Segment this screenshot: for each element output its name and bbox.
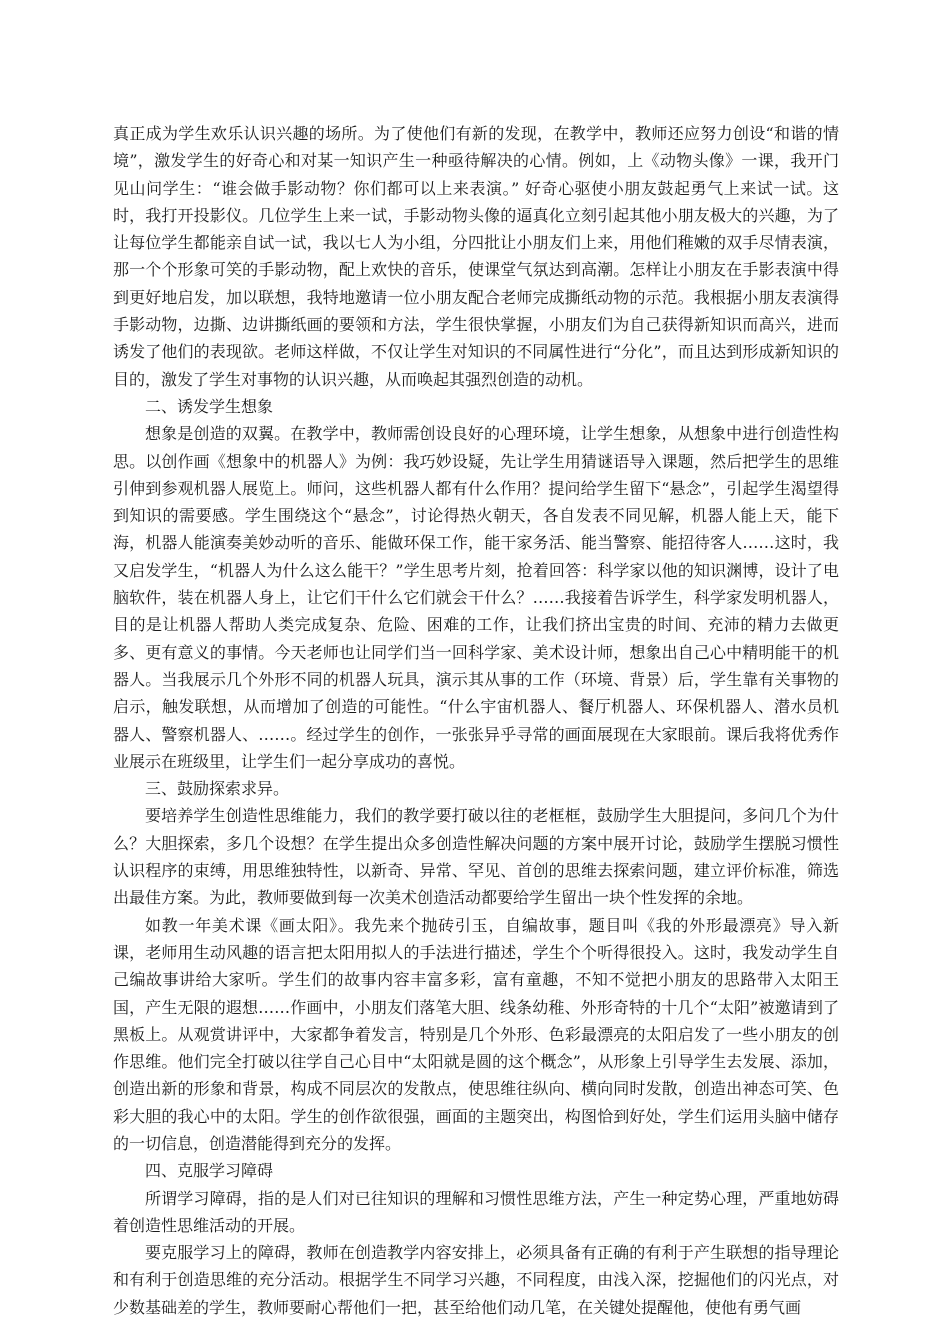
paragraph-sun-lesson: 如教一年美术课《画太阳》。我先来个抛砖引玉，自编故事，题目叫《我的外形最漂亮》导入新课，老师用生动风趣的语言把太阳用拟人的手法进行描述，学生个个听得很投入。这时，我发动学生自己编故事讲给大家听。学生们的故事内容丰富多彩，富有童趣，不知不觉把小朋友的思路带入太阳王国，产生无限的遐想……作画中，小朋友们落笔大胆、线条幼稚、外形奇特的十几个“太阳”被邀请到了黑板上。从观赏讲评中，大家都争着发言，特别是几个外形、色彩最漂亮的太阳启发了一些小朋友的创作思维。他们完全打破以往学自己心目中“太阳就是圆的这个概念”，从形象上引导学生去发展、添加，创造出新的形象和背景，构成不同层次的发散点，使思维往纵向、横向同时发散，创造出神态可笑、色彩大胆的我心中的太阳。学生的创作欲很强，画面的主题突出，构图恰到好处，学生们运用头脑中储存的一切信息，创造潜能得到充分的发挥。	[113, 915, 839, 1153]
paragraph-overcoming-obstacles: 要克服学习上的障碍，教师在创造教学内容安排上，必须具备有正确的有利于产生联想的指导理论和有利于创造思维的充分活动。根据学生不同学习兴趣，不同程度，由浅入深，挖掘他们的闪光点，对少数基础差的学生，教师要耐心帮他们一把，甚至给他们动几笔，在关键处提醒他，使他有勇气画	[113, 1243, 839, 1317]
paragraph-obstacles-definition: 所谓学习障碍，指的是人们对已往知识的理解和习惯性思维方法，产生一种定势心理，严重地妨碍着创造性思维活动的开展。	[113, 1188, 839, 1235]
section-heading-exploration: 三、鼓励探索求异。	[145, 779, 290, 799]
section-heading-imagination: 二、诱发学生想象	[145, 396, 274, 416]
paragraph-exploration: 要培养学生创造性思维能力，我们的教学要打破以往的老框框，鼓励学生大胆提问，多问几个为什么？大胆探索，多几个设想？在学生提出众多创造性解决问题的方案中展开讨论，鼓励学生摆脱习惯性认识程序的束缚，用思维独特性，以新奇、异常、罕见、首创的思维去探索问题，建立评价标准，筛选出最佳方案。为此，教师要做到每一次美术创造活动都要给学生留出一块个性发挥的余地。	[113, 806, 839, 908]
paragraph-imagination: 想象是创造的双翼。在教学中，教师需创设良好的心理环境，让学生想象，从想象中进行创造性构思。以创作画《想象中的机器人》为例：我巧妙设疑，先让学生用猜谜语导入课题，然后把学生的思维引伸到参观机器人展览上。师问，这些机器人都有什么作用？提问给学生留下“悬念”，引起学生渴望得到知识的需要感。学生围绕这个“悬念”，讨论得热火朝天，各自发表不同见解，机器人能上天，能下海，机器人能演奏美妙动听的音乐、能做环保工作，能干家务活、能当警察、能招待客人……这时，我又启发学生，“机器人为什么这么能干？”学生思考片刻，抢着回答：科学家以他的知识渊博，设计了电脑软件，装在机器人身上，让它们干什么它们就会干什么？……我接着告诉学生，科学家发明机器人，目的是让机器人帮助人类完成复杂、危险、困难的工作，让我们挤出宝贵的时间、充沛的精力去做更多、更有意义的事情。今天老师也让同学们当一回科学家、美术设计师，想象出自己心中精明能干的机器人。当我展示几个外形不同的机器人玩具，演示其从事的工作（环境、背景）后，学生靠有关事物的启示，触发联想，从而增加了创造的可能性。“什么宇宙机器人、餐厅机器人、环保机器人、潜水员机器人、警察机器人、……。经过学生的创作，一张张异乎寻常的画面展现在大家眼前。课后我将优秀作业展示在班级里，让学生们一起分享成功的喜悦。	[113, 424, 839, 771]
section-heading-obstacles: 四、克服学习障碍	[145, 1161, 274, 1181]
paragraph-intro-continued: 真正成为学生欢乐认识兴趣的场所。为了使他们有新的发现，在教学中，教师还应努力创设“和谐的情境”，激发学生的好奇心和对某一知识产生一种亟待解决的心情。例如，上《动物头像》一课，我开门见山问学生：“谁会做手影动物？你们都可以上来表演。” 好奇心驱使小朋友鼓起勇气上来试一试。这时，我打开投影仪。几位学生上来一试，手影动物头像的逼真化立刻引起其他小朋友极大的兴趣，为了让每位学生都能亲自试一试，我以七人为小组，分四批让小朋友们上来，用他们稚嫩的双手尽情表演，那一个个形象可笑的手影动物，配上欢快的音乐，使课堂气氛达到高潮。怎样让小朋友在手影表演中得到更好地启发，加以联想，我特地邀请一位小朋友配合老师完成撕纸动物的示范。我根据小朋友表演得手影动物，边撕、边讲撕纸画的要领和方法，学生很快掌握，小朋友们为自己获得新知识而高兴，进而诱发了他们的表现欲。老师这样做，不仅让学生对知识的不同属性进行“分化”，而且达到形成新知识的目的，激发了学生对事物的认识兴趣，从而唤起其强烈创造的动机。	[113, 124, 839, 389]
document-page	[113, 120, 839, 1321]
